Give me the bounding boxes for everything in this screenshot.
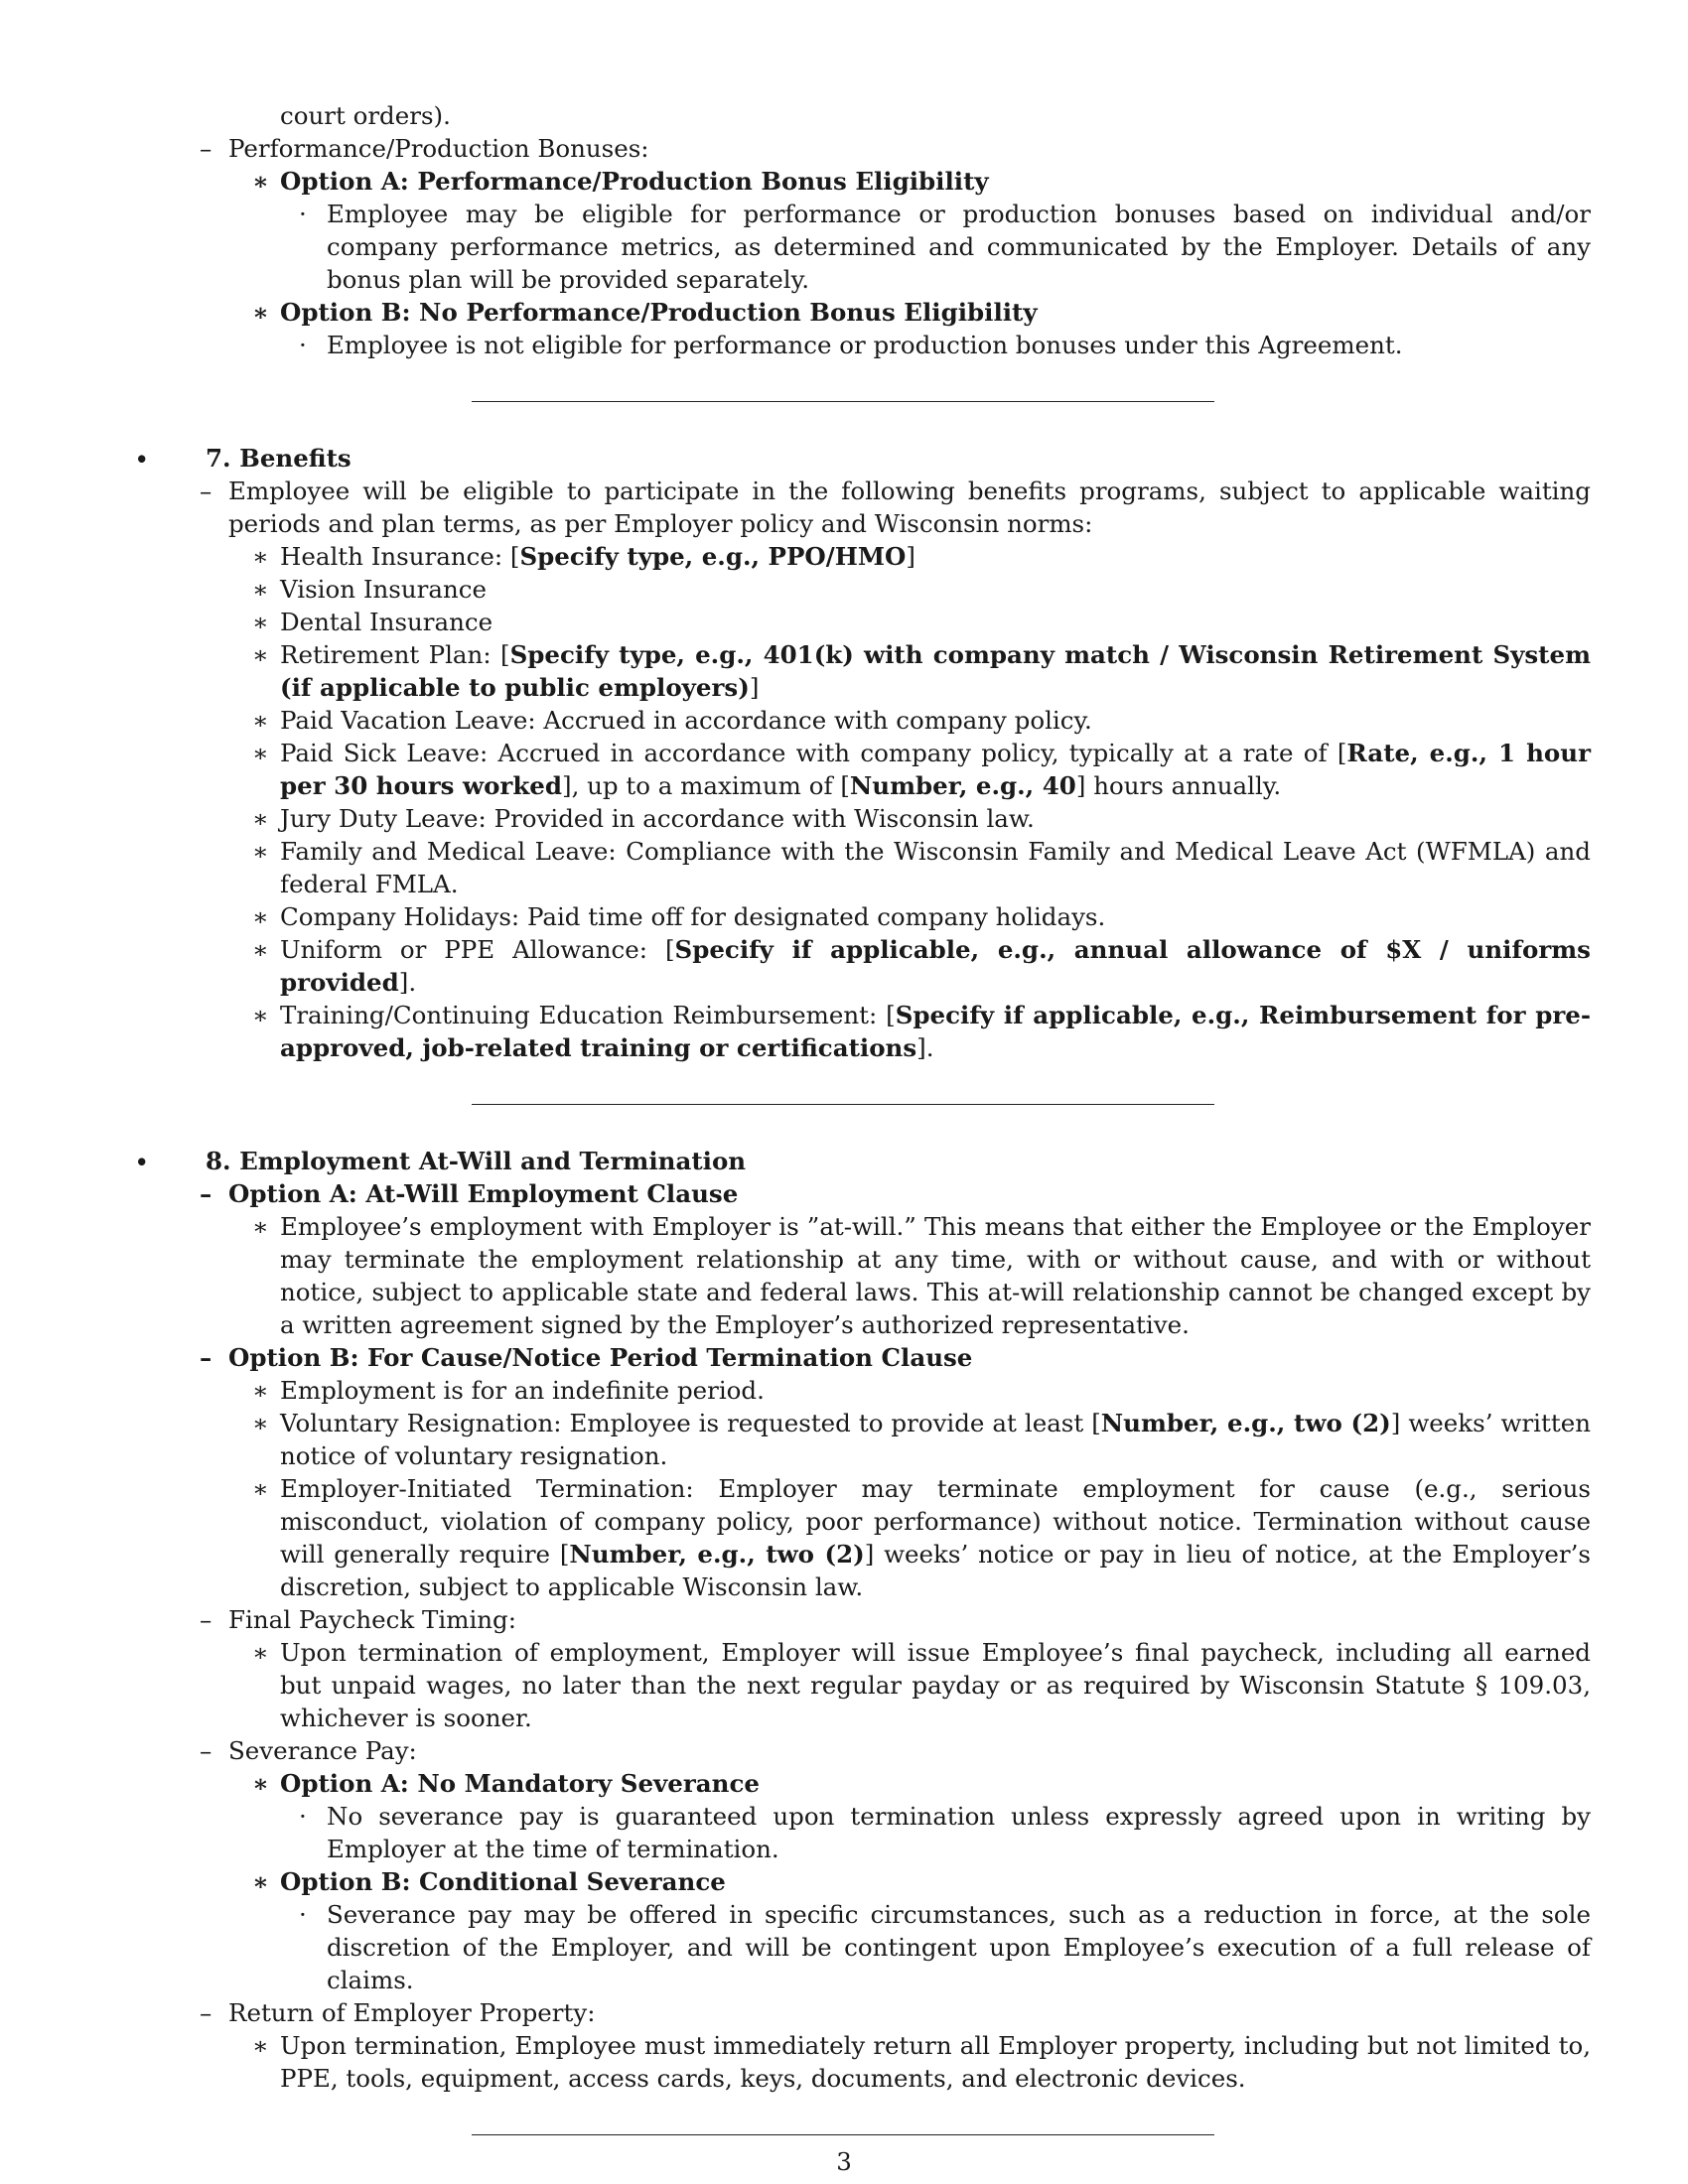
section-divider [472, 401, 1214, 402]
termination-heading: • 8. Employment At-Will and Termination [135, 1147, 747, 1175]
voluntary-resignation: ∗ Voluntary Resignation: Employee is requested to provide at least [Number, e.g., two (2)] weeks’ written notice of voluntary resignation. [252, 1409, 1591, 1470]
benefits-intro: – Employee will be eligible to participate in the following benefits programs, subject to applicable waiting periods and plan terms, as per Employer policy and Wisconsin norms: [200, 477, 1591, 538]
benefit-sick-leave: ∗ Paid Sick Leave: Accrued in accordance with company policy, typically at a rate of [Rate, e.g., 1 hour per 30 hours worked], up to a maximum of [Number, e.g., 40] hours annually. [252, 739, 1591, 800]
employer-initiated-termination: ∗ Employer-Initiated Termination: Employer may terminate employment for cause (e.g., serious misconduct, violation of company policy, poor performance) without notice. Termination without cause will generally require [Number, e.g., two (2)] weeks’ notice or pay in lieu of notice, at the Employer’s discretion, subject to applicable Wisconsin law. [252, 1474, 1591, 1601]
at-will-option-a-title: – Option A: At-Will Employment Clause [200, 1179, 739, 1208]
section-divider [472, 2134, 1214, 2135]
benefit-holidays: ∗ Company Holidays: Paid time off for designated company holidays. [252, 902, 1106, 931]
final-paycheck-text: ∗ Upon termination of employment, Employer will issue Employee’s final paycheck, including all earned but unpaid wages, no later than the next regular payday or as required by Wisconsin Statute § 109.03, whichever is sooner. [252, 1638, 1591, 1732]
return-property-heading: – Return of Employer Property: [200, 1998, 596, 2027]
indefinite-period: ∗ Employment is for an indefinite period. [252, 1376, 765, 1405]
at-will-option-a-text: ∗ Employee’s employment with Employer is ”at-will.” This means that either the Employee or the Employer may terminate the employment relationship at any time, with or without cause, and with or without notice, subject to applicable state and federal laws. This at-will relationship cannot be changed except by a written agreement signed by the Employer’s authorized representative. [252, 1212, 1591, 1339]
carry-over-line: court orders). [280, 101, 451, 130]
bonus-option-a-title: ∗ Option A: Performance/Production Bonus Eligibility [252, 167, 989, 196]
benefit-retirement: ∗ Retirement Plan: [Specify type, e.g., 401(k) with company match / Wisconsin Retirement System (if applicable to public employers)] [252, 640, 1591, 702]
benefit-vacation: ∗ Paid Vacation Leave: Accrued in accordance with company policy. [252, 706, 1092, 735]
benefits-heading: • 7. Benefits [135, 444, 352, 473]
document-body [135, 99, 1591, 2175]
section-divider [472, 1104, 1214, 1105]
benefit-health: ∗ Health Insurance: [Specify type, e.g., PPO/HMO] [252, 542, 915, 571]
benefit-fmla: ∗ Family and Medical Leave: Compliance with the Wisconsin Family and Medical Leave Act (WFMLA) and federal FMLA. [252, 837, 1591, 898]
final-paycheck-heading: – Final Paycheck Timing: [200, 1605, 516, 1634]
page-number: 3 [836, 2147, 852, 2176]
return-property-text: ∗ Upon termination, Employee must immediately return all Employer property, including but not limited to, PPE, tools, equipment, access cards, keys, documents, and electronic devices. [252, 2031, 1591, 2093]
severance-option-b-title: ∗ Option B: Conditional Severance [252, 1867, 726, 1896]
bonus-option-a-text: · Employee may be eligible for performance or production bonuses based on individual and/or company performance metrics, as determined and communicated by the Employer. Details of any bonus plan will be provided separately. [299, 200, 1591, 294]
bonus-option-b-title: ∗ Option B: No Performance/Production Bonus Eligibility [252, 298, 1038, 327]
benefit-dental: ∗ Dental Insurance [252, 608, 493, 636]
bonus-option-b-text: · Employee is not eligible for performance or production bonuses under this Agreement. [299, 331, 1403, 359]
benefit-jury-duty: ∗ Jury Duty Leave: Provided in accordance with Wisconsin law. [252, 804, 1035, 833]
severance-option-a-title: ∗ Option A: No Mandatory Severance [252, 1769, 760, 1798]
severance-heading: – Severance Pay: [200, 1736, 417, 1765]
severance-option-b-text: · Severance pay may be offered in specific circumstances, such as a reduction in force, at the sole discretion of the Employer, and will be contingent upon Employee’s execution of a full release of claims. [299, 1900, 1591, 1994]
for-cause-option-b-title: – Option B: For Cause/Notice Period Termination Clause [200, 1343, 973, 1372]
severance-option-a-text: · No severance pay is guaranteed upon termination unless expressly agreed upon in writing by Employer at the time of termination. [299, 1802, 1591, 1863]
benefit-training: ∗ Training/Continuing Education Reimbursement: [Specify if applicable, e.g., Reimbursement for pre-approved, job-related training or certifications]. [252, 1001, 1591, 1062]
benefit-vision: ∗ Vision Insurance [252, 575, 487, 604]
bonuses-heading: – Performance/Production Bonuses: [200, 134, 649, 163]
benefit-uniform: ∗ Uniform or PPE Allowance: [Specify if applicable, e.g., annual allowance of $X / uniforms provided]. [252, 935, 1591, 997]
